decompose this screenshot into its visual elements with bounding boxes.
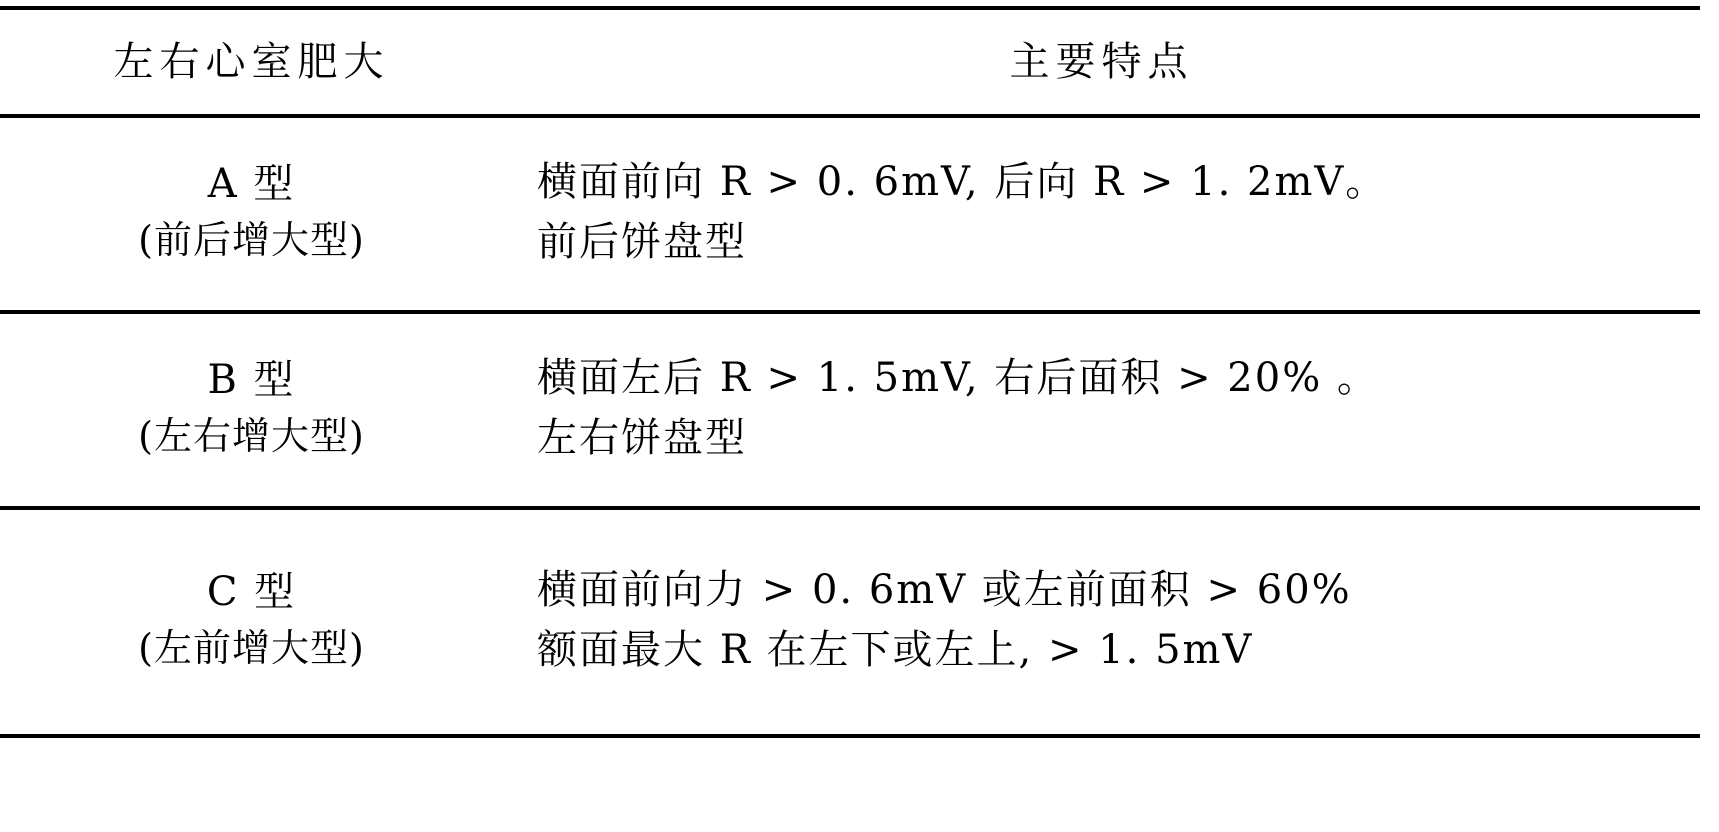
ventricular-hypertrophy-table <box>0 6 1700 738</box>
feature-line: 横面前向 R > 0. 6mV, 后向 R > 1. 2mV。 <box>537 159 1388 205</box>
row-features-cell <box>503 116 1700 312</box>
feature-line: 前后饼盘型 <box>537 219 747 265</box>
table-header-cell-features <box>503 8 1700 116</box>
feature-line: 横面左后 R > 1. 5mV, 右后面积 > 20% 。 <box>537 355 1379 401</box>
type-label: C 型 <box>206 569 297 616</box>
type-label: B 型 <box>207 357 296 404</box>
table-row <box>0 116 1700 312</box>
feature-line: 额面最大 R 在左下或左上, > 1. 5mV <box>537 627 1254 673</box>
type-sublabel: (左前增大型) <box>138 626 365 671</box>
table-header-row <box>0 8 1700 116</box>
type-label: A 型 <box>207 161 296 208</box>
table-row <box>0 312 1700 508</box>
row-features-cell <box>503 312 1700 508</box>
feature-line: 左右饼盘型 <box>537 415 747 461</box>
table-row <box>0 508 1700 736</box>
row-type-cell <box>0 312 503 508</box>
table-container <box>0 6 1719 738</box>
column-header-type: 左右心室肥大 <box>113 39 390 85</box>
table-header-cell-type <box>0 8 503 116</box>
type-sublabel: (左右增大型) <box>138 414 365 459</box>
column-header-features: 主要特点 <box>1009 39 1194 85</box>
type-sublabel: (前后增大型) <box>138 218 365 263</box>
row-features-cell <box>503 508 1700 736</box>
row-type-cell <box>0 116 503 312</box>
feature-line: 横面前向力 > 0. 6mV 或左前面积 > 60% <box>537 567 1352 613</box>
row-type-cell <box>0 508 503 736</box>
